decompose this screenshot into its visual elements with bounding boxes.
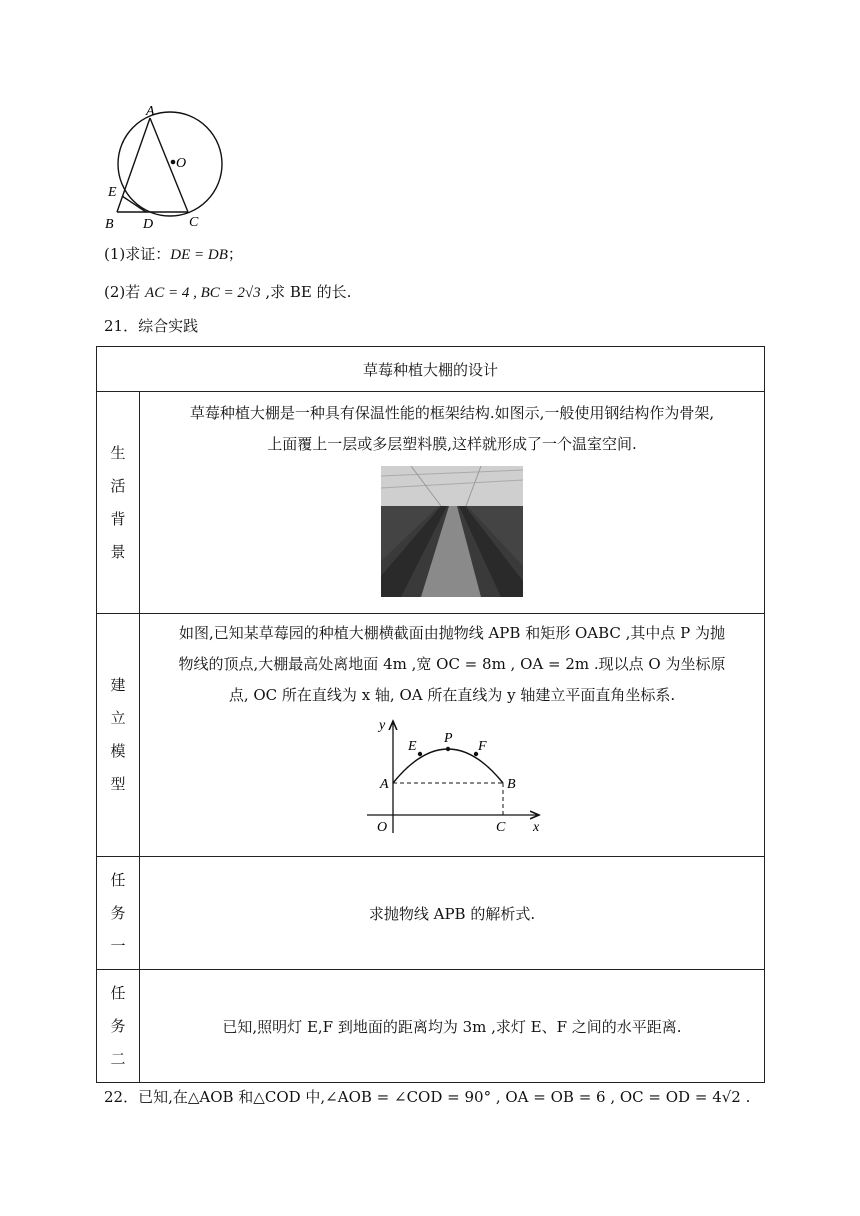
- q21-heading: 21．综合实践: [104, 317, 199, 335]
- point-label-c: C: [189, 215, 199, 230]
- row-label-task2: 任 务 二: [97, 970, 140, 1083]
- row-label-model: 建 立 模 型: [97, 614, 140, 857]
- background-line-2: 上面覆上一层或多层塑料膜,这样就形成了一个温室空间.: [267, 435, 637, 453]
- row-content-background: [140, 392, 765, 614]
- point-label-d: D: [143, 217, 154, 232]
- segment-ab: [117, 118, 150, 212]
- point-label-o: O: [176, 156, 187, 171]
- label-y: y: [379, 718, 386, 733]
- point-label-b: B: [105, 217, 114, 232]
- label-e: E: [408, 739, 417, 754]
- label-o: O: [377, 820, 388, 835]
- label-x: x: [533, 820, 540, 835]
- q22-text: 22．已知,在△AOB 和△COD 中,∠AOB = ∠COD = 90° , OA = OB = 6 , OC = OD = 4√2 .: [104, 1088, 751, 1106]
- table-title: 草莓种植大棚的设计: [97, 347, 765, 392]
- center-dot: [171, 160, 176, 165]
- point-p: [446, 747, 450, 751]
- background-line-1: 草莓种植大棚是一种具有保温性能的框架结构.如图示,一般使用钢结构作为骨架,: [189, 404, 715, 422]
- parabola-graph: [365, 717, 545, 835]
- label-c: C: [496, 820, 506, 835]
- model-line-3: 点, OC 所在直线为 x 轴, OA 所在直线为 y 轴建立平面直角坐标系.: [228, 686, 676, 704]
- point-label-a: A: [146, 104, 155, 119]
- model-line-1: 如图,已知某草莓园的种植大棚横截面由抛物线 APB 和矩形 OABC ,其中点 P 为抛: [178, 624, 726, 642]
- q20-part1: (1)求证：DE = DB；: [104, 245, 243, 263]
- row-label-task1: 任 务 一: [97, 857, 140, 970]
- task2-text: 已知,照明灯 E,F 到地面的距离均为 3m ,求灯 E、F 之间的水平距离.: [140, 970, 765, 1083]
- circle-figure: [100, 100, 240, 235]
- point-e: [418, 752, 422, 756]
- q21-table: [96, 346, 765, 1083]
- label-f: F: [478, 739, 487, 754]
- task1-text: 求抛物线 APB 的解析式.: [140, 857, 765, 970]
- parabola-apb: [393, 749, 503, 783]
- row-label-background: 生 活 背 景: [97, 392, 140, 614]
- label-p: P: [444, 731, 453, 746]
- label-a: A: [380, 777, 389, 792]
- point-label-e: E: [108, 185, 117, 200]
- model-line-2: 物线的顶点,大棚最高处离地面 4m ,宽 OC = 8m , OA = 2m .现以点 O 为坐标原: [178, 655, 726, 673]
- segment-ed: [122, 196, 146, 212]
- q20-part2: (2)若 AC = 4 , BC = 2√3 ,求 BE 的长.: [104, 283, 352, 301]
- label-b: B: [507, 777, 516, 792]
- row-content-model: [140, 614, 765, 857]
- greenhouse-photo: [381, 466, 523, 597]
